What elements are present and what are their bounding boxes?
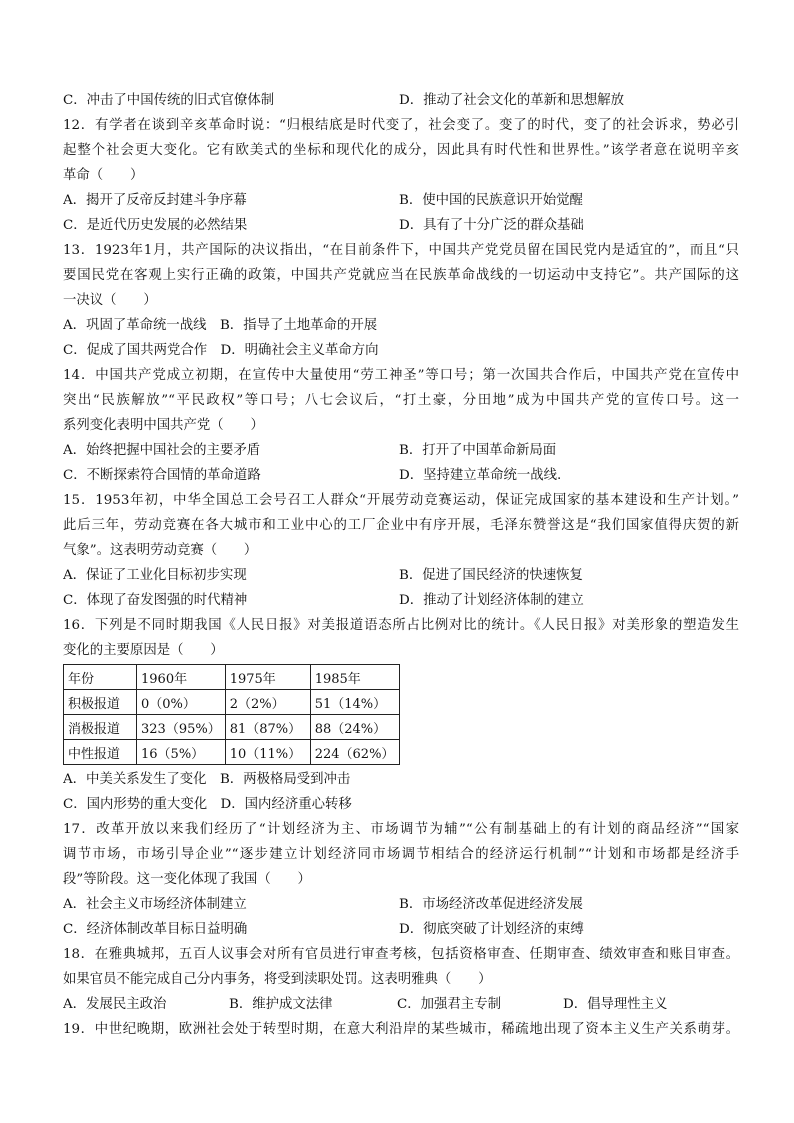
q14-stem-line: 系列变化表明中国共产党（ ）: [63, 418, 264, 433]
q14-option-c[interactable]: C．不断探索符合国情的革命道路: [63, 468, 261, 483]
q18-option-c[interactable]: C．加强君主专制: [397, 997, 501, 1012]
q15-stem-line: 此后三年，劳动竞赛在各大城市和工业中心的工厂企业中有序开展，毛泽东赞誉这是“我们国家值得庆贺的新: [63, 518, 739, 533]
q18-option-a[interactable]: A．发展民主政治: [63, 997, 167, 1012]
q13-options-cd[interactable]: C．促成了国共两党合作 D．明确社会主义革命方向: [63, 343, 379, 358]
table-cell: 88（24%）: [310, 715, 399, 740]
q15-options-cd: [63, 588, 739, 613]
q17-option-a[interactable]: A．社会主义市场经济体制建立: [63, 897, 247, 912]
q15-option-d[interactable]: D．推动了计划经济体制的建立: [399, 593, 584, 608]
q11-options-cd: [63, 88, 739, 113]
table-cell: 0（0%）: [137, 690, 226, 715]
q18-option-b[interactable]: B．维护成文法律: [229, 997, 333, 1012]
q15-stem-line: 15．1953年初，中华全国总工会号召工人群众“开展劳动竞赛运动，保证完成国家的基本建设和生产计划。”: [63, 493, 739, 508]
q11-option-c[interactable]: C．冲击了中国传统的旧式官僚体制: [63, 93, 275, 108]
table-header-row: [64, 665, 400, 690]
q18-stem-line: 18．在雅典城邦，五百人议事会对所有官员进行审查考核，包括资格审查、任期审查、绩效审查和账目审查。: [63, 947, 739, 962]
q13-options-ab[interactable]: A．巩固了革命统一战线 B．指导了土地革命的开展: [63, 318, 378, 333]
table-header-cell: 1985年: [310, 665, 399, 690]
table-cell: 中性报道: [64, 740, 137, 765]
q16-statistics-table: [63, 664, 400, 765]
exam-page: [63, 88, 739, 1042]
q11-option-d[interactable]: D．推动了社会文化的革新和思想解放: [399, 93, 624, 108]
q18-stem-line: 如果官员不能完成自己分内事务，将受到渎职处罚。这表明雅典（ ）: [63, 972, 492, 987]
q16-options-cd[interactable]: C．国内形势的重大变化 D．国内经济重心转移: [63, 797, 352, 812]
q18-option-d[interactable]: D．倡导理性主义: [563, 997, 668, 1012]
q17-options-cd: [63, 917, 739, 942]
q17-option-d[interactable]: D．彻底突破了计划经济的束缚: [399, 922, 584, 937]
q14-option-a[interactable]: A．始终把握中国社会的主要矛盾: [63, 443, 261, 458]
q16-stem-line: 16．下列是不同时期我国《人民日报》对美报道语态所占比例对比的统计。《人民日报》对美形象的塑造发生: [63, 618, 739, 633]
q14-stem-line: 14．中国共产党成立初期，在宣传中大量使用“劳工神圣”等口号；第一次国共合作后，中国共产党在宣传中: [63, 368, 739, 383]
q14-options-cd: [63, 463, 739, 488]
q17-stem-line: 段”等阶段。这一变化体现了我国（ ）: [63, 872, 311, 887]
q17-option-b[interactable]: B．市场经济改革促进经济发展: [399, 897, 583, 912]
q12-stem-line: 起整个社会更大变化。它有欧美式的坐标和现代化的成分，因此具有时代性和世界性。”该学者意在说明辛亥: [63, 143, 739, 158]
q12-stem-line: 12．有学者在谈到辛亥革命时说：“归根结底是时代变了，社会变了。变了的时代，变了的社会诉求，势必引: [63, 118, 739, 133]
table-header-cell: 1960年: [137, 665, 226, 690]
q13-stem-line: 一决议（ ）: [63, 293, 157, 308]
q12-stem-line: 革命（ ）: [63, 168, 144, 183]
table-row: [64, 690, 400, 715]
q12-options-ab: [63, 188, 739, 213]
q12-option-d[interactable]: D．具有了十分广泛的群众基础: [399, 218, 584, 233]
q17-option-c[interactable]: C．经济体制改革目标日益明确: [63, 922, 248, 937]
table-row: [64, 715, 400, 740]
q12-options-cd: [63, 213, 739, 238]
table-cell: 积极报道: [64, 690, 137, 715]
table-header-cell: 1975年: [225, 665, 310, 690]
q15-option-a[interactable]: A．保证了工业化目标初步实现: [63, 568, 247, 583]
q14-option-d[interactable]: D．坚持建立革命统一战线.: [399, 468, 562, 483]
q16-stem-line: 变化的主要原因是（ ）: [63, 643, 224, 658]
table-cell: 2（2%）: [225, 690, 310, 715]
q12-option-a[interactable]: A．揭开了反帝反封建斗争序幕: [63, 193, 247, 208]
table-cell: 16（5%）: [137, 740, 226, 765]
q16-options-ab[interactable]: A．中美关系发生了变化 B．两极格局受到冲击: [63, 772, 351, 787]
q17-stem-line: 17．改革开放以来我们经历了“计划经济为主、市场调节为辅”“公有制基础上的有计划的商品经济”“国家: [63, 822, 739, 837]
q13-stem-line: 13．1923年1月，共产国际的决议指出，“在目前条件下，中国共产党党员留在国民党内是适宜的”，而且“只: [63, 243, 739, 258]
table-cell: 323（95%）: [137, 715, 226, 740]
table-cell: 10（11%）: [225, 740, 310, 765]
table-cell: 81（87%）: [225, 715, 310, 740]
q19-stem-line: 19．中世纪晚期，欧洲社会处于转型时期，在意大利沿岸的某些城市，稀疏地出现了资本主义生产关系萌芽。: [63, 1022, 739, 1037]
q15-option-b[interactable]: B．促进了国民经济的快速恢复: [399, 568, 583, 583]
q14-stem-line: 突出“民族解放”“平民政权”等口号；八七会议后，“打土豪，分田地”成为中国共产党的宣传口号。这一: [63, 393, 739, 408]
q15-option-c[interactable]: C．体现了奋发图强的时代精神: [63, 593, 248, 608]
q14-option-b[interactable]: B．打开了中国革命新局面: [399, 443, 557, 458]
table-row: [64, 740, 400, 765]
q12-option-c[interactable]: C．是近代历史发展的必然结果: [63, 218, 248, 233]
table-cell: 消极报道: [64, 715, 137, 740]
q14-options-ab: [63, 438, 739, 463]
q17-options-ab: [63, 892, 739, 917]
table-header-cell: 年份: [64, 665, 137, 690]
table-cell: 224（62%）: [310, 740, 399, 765]
q15-options-ab: [63, 563, 739, 588]
q17-stem-line: 调节市场，市场引导企业”“逐步建立计划经济同市场调节相结合的经济运行机制”“计划和市场都是经济手: [63, 847, 739, 862]
table-cell: 51（14%）: [310, 690, 399, 715]
q18-options: [63, 992, 739, 1017]
q15-stem-line: 气象”。这表明劳动竞赛（ ）: [63, 543, 258, 558]
q13-stem-line: 要国民党在客观上实行正确的政策，中国共产党就应当在民族革命战线的一切运动中支持它”。共产国际的这: [63, 268, 739, 283]
q12-option-b[interactable]: B．使中国的民族意识开始觉醒: [399, 193, 583, 208]
